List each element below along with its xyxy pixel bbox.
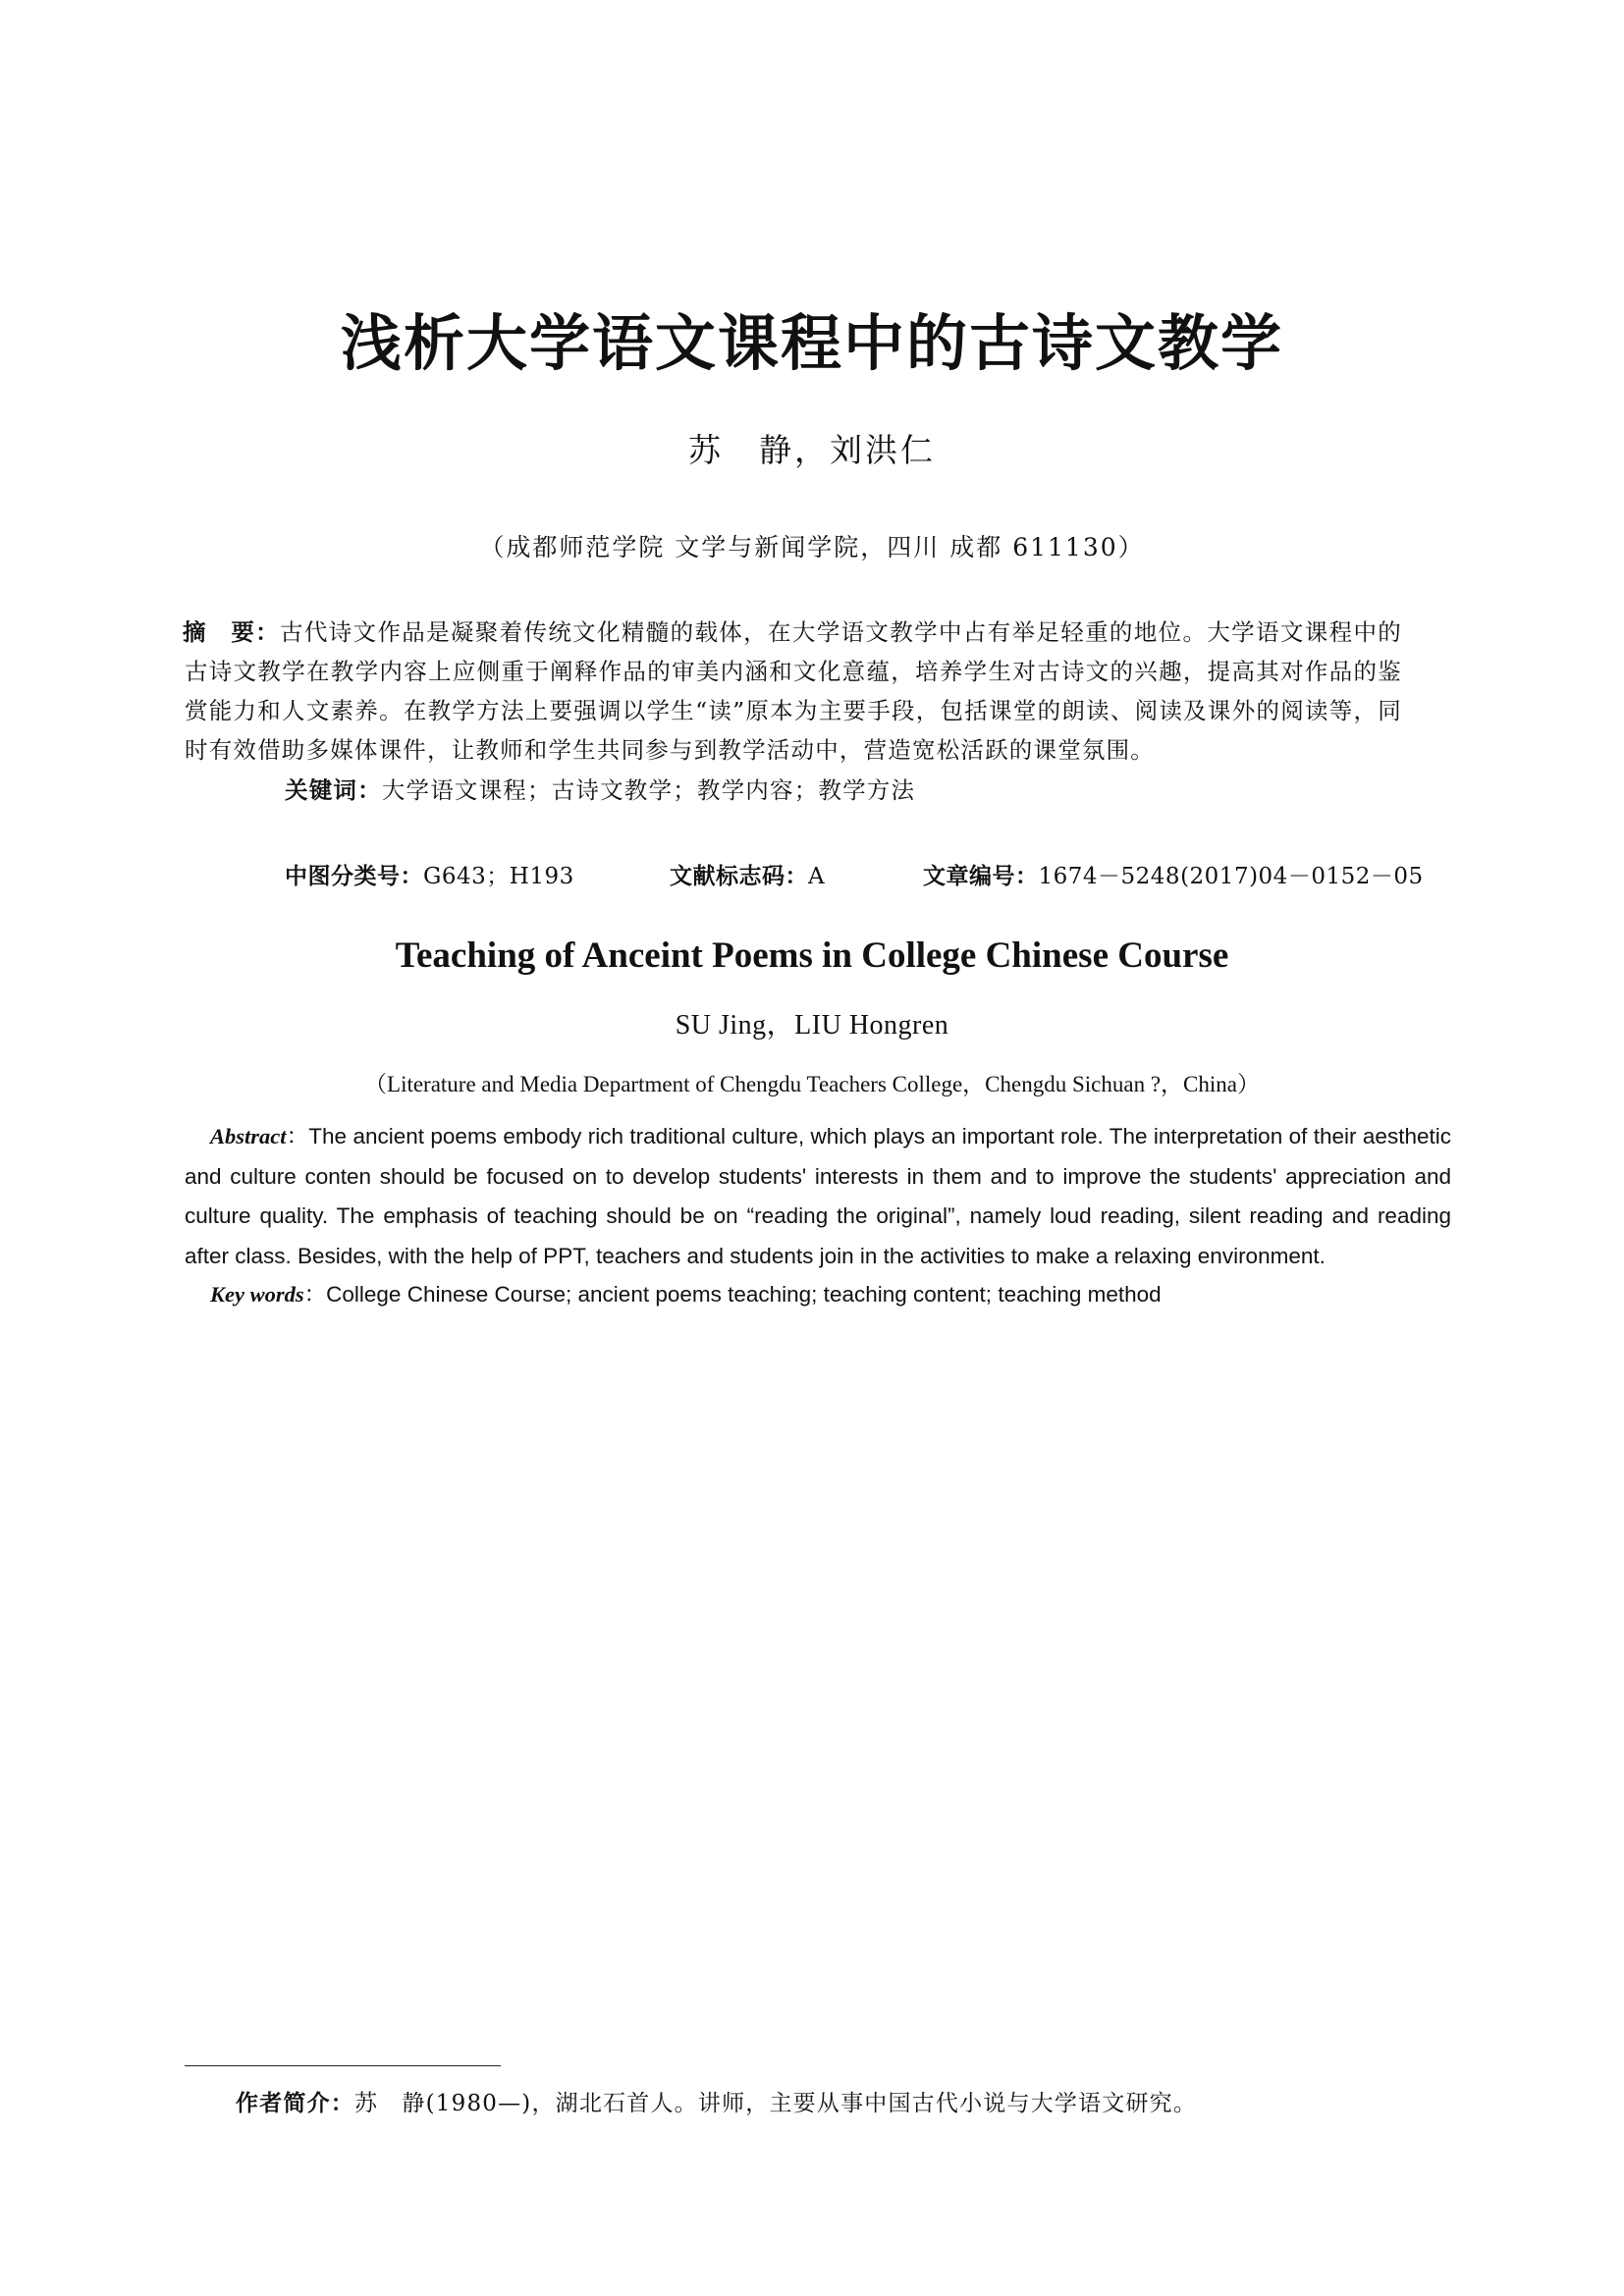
chinese-keywords-text: 大学语文课程；古诗文教学；教学内容；教学方法 (381, 776, 916, 804)
english-keywords-label: Key words (210, 1282, 304, 1307)
english-abstract-text: The ancient poems embody rich traditional culture, which plays an important role. The interpretation of their aesthetic and culture conten should be focused on to develop students' interests in them and to improve the students' appreciation and culture quality. The emphasis of teaching should be on “reading the original”, namely loud reading, silent reading and reading after class. Besides, with the help of PPT, teachers and students join in the activities to make a relaxing environment. (185, 1124, 1451, 1268)
english-authors: SU Jing，LIU Hongren (675, 1010, 949, 1041)
english-keywords-text: College Chinese Course; ancient poems teaching; teaching content; teaching method (326, 1282, 1162, 1307)
article-number-value: 1674－5248(2017)04－0152－05 (1038, 864, 1424, 889)
chinese-title: 浅析大学语文课程中的古诗文教学 (340, 307, 1283, 379)
chinese-abstract (185, 613, 1402, 770)
document-code-value: A (808, 864, 826, 889)
clc-label: 中图分类号： (285, 864, 423, 889)
english-abstract (185, 1117, 1451, 1276)
english-affiliation: （Literature and Media Department of Chengdu Teachers College，Chengdu Sichuan ?，China） (364, 1072, 1260, 1096)
chinese-abstract-text: 古代诗文作品是凝聚着传统文化精髓的载体，在大学语文教学中占有举足轻重的地位。大学语文课程中的古诗文教学在教学内容上应侧重于阐释作品的审美内涵和文化意蕴，培养学生对古诗文的兴趣，提高其对作品的鉴赏能力和人文素养。在教学方法上要强调以学生“读”原本为主要手段，包括课堂的朗读、阅读及课外的阅读等，同时有效借助多媒体课件，让教师和学生共同参与到教学活动中，营造宽松活跃的课堂氛围。 (185, 618, 1402, 764)
english-abstract-separator: ： (286, 1124, 309, 1148)
article-number-label: 文章编号： (923, 864, 1039, 889)
article-number (923, 858, 1424, 890)
english-abstract-label: Abstract (210, 1124, 287, 1148)
clc-value: G643；H193 (423, 864, 574, 889)
english-keywords-separator: ： (303, 1282, 327, 1307)
chinese-abstract-label: 摘 要： (183, 618, 280, 646)
chinese-affiliation: （成都师范学院 文学与新闻学院，四川 成都 611130） (479, 533, 1145, 561)
english-title: Teaching of Anceint Poems in College Chinese Course (395, 935, 1229, 976)
chinese-authors: 苏 静，刘洪仁 (688, 431, 936, 469)
footnote-label: 作者简介： (236, 2091, 354, 2116)
chinese-keywords (285, 772, 1404, 805)
author-footnote (236, 2085, 1414, 2117)
chinese-keywords-label: 关键词： (285, 776, 382, 804)
clc-number (285, 858, 574, 890)
document-code-label: 文献标志码： (670, 864, 808, 889)
footnote-divider (185, 2065, 501, 2066)
document-code (670, 858, 825, 890)
footnote-text: 苏 静(1980—)，湖北石首人。讲师，主要从事中国古代小说与大学语文研究。 (354, 2091, 1198, 2116)
english-keywords (210, 1277, 1447, 1308)
